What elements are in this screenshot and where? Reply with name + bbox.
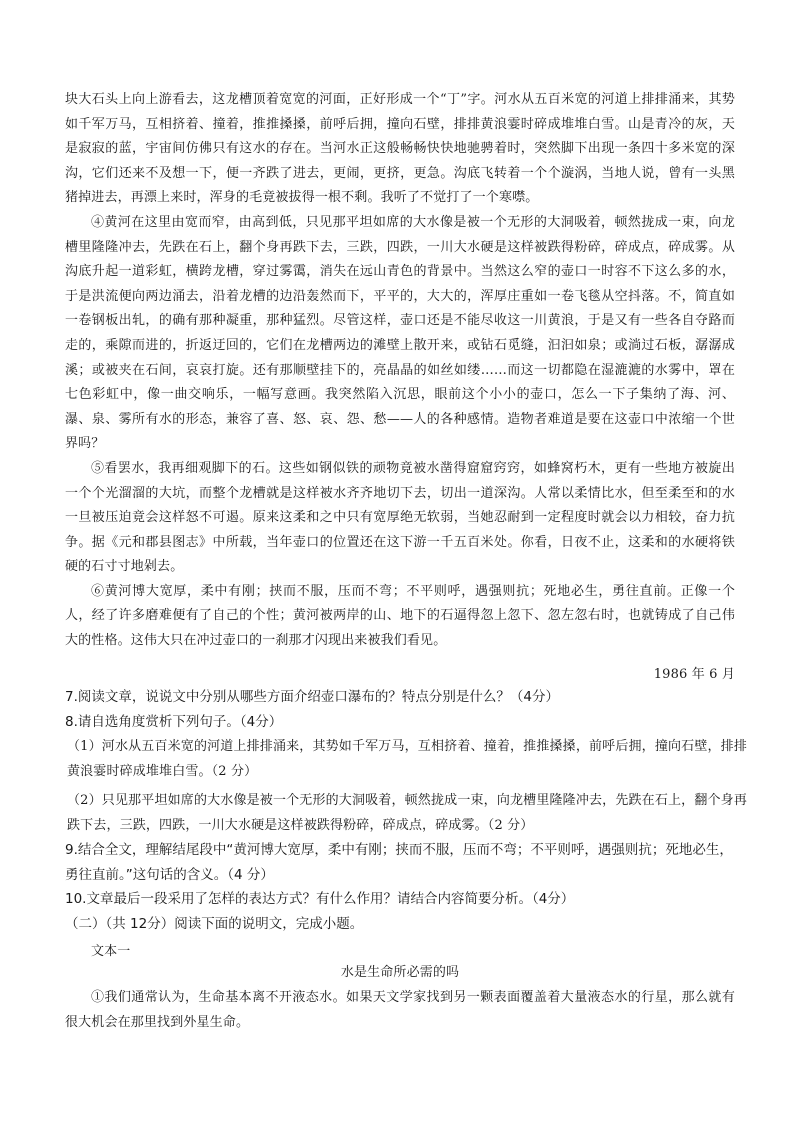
passage-date: 1986 年 6 月 [653, 667, 735, 682]
passage-paragraph-4: ④黄河在这里由宽而窄，由高到低，只见那平坦如席的大水像是被一个无形的大洞吸着，顿然拢成一束，向龙槽里隆隆冲去，先跌在石上，翻个身再跌下去，三跌，四跌，一川大水硬是这样被跌得粉碎，碎成点，碎成雾。从沟底升起一道彩虹，横跨龙槽，穿过雾霭，消失在远山青色的背景中。当然这么窄的壶口一时容不下这么多的水，于是洪流便向两边涌去，沿着龙槽的边沿轰然而下，平平的，大大的，浑厚庄重如一卷飞毯从空抖落。不，简直如一卷钢板出轧，的确有那种凝重，那种猛烈。尽管这样，壶口还是不能尽收这一川黄浪，于是又有一些各自夺路而走的，乘隙而进的，折返迂回的，它们在龙槽两边的滩壁上散开来，或钻石觅缝，汩汩如泉；或淌过石板，潺潺成溪；或被夹在石间，哀哀打旋。还有那顺壁挂下的，亮晶晶的如丝如缕……而这一切都隐在湿漉漉的水雾中，罩在七色彩虹中，像一曲交响乐，一幅写意画。我突然陷入沉思，眼前这个小小的壶口，怎么一下子集纳了海、河、瀑、泉、雾所有水的形态，兼容了喜、怒、哀、怨、愁——人的各种感情。造物者难道是要在这壶口中浓缩一个世界吗？ [65, 214, 735, 452]
question-8-1: （1）河水从五百米宽的河道上排排涌来，其势如千军万马，互相挤着、撞着，推推搡搡，前呼后拥，撞向石壁，排排黄浪霎时碎成堆堆白雪。（2 分） [67, 739, 747, 779]
text-1-label: 文本一 [91, 944, 131, 959]
passage-paragraph-3: 块大石头上向上游看去，这龙槽顶着宽宽的河面，正好形成一个“丁”字。河水从五百米宽的河道上排排涌来，其势如千军万马，互相挤着、撞着，推推搡搡，前呼后拥，撞向石壁，排排黄浪霎时碎成堆堆白雪。山是青冷的灰，天是寂寂的蓝，宇宙间仿佛只有这水的存在。当河水正这般畅畅快快地驰骋着时，突然脚下出现一条四十多米宽的深沟，它们还来不及想一下，便一齐跌了进去，更闹，更挤，更急。沟底飞转着一个个漩涡，当地人说，曾有一头黑猪掉进去，再漂上来时，浑身的毛竟被拔得一根不剩。我听了不觉打了一个寒噤。 [65, 92, 735, 206]
question-7: 7.阅读文章，说说文中分别从哪些方面介绍壶口瀑布的？特点分别是什么？（4分） [65, 689, 559, 705]
text-1-title: 水是生命所必需的吗 [340, 965, 460, 980]
text-1-paragraph-1: ①我们通常认为，生命基本离不开液态水。如果天文学家找到另一颗表面覆盖着大量液态水的行星，那么就有很大机会在那里找到外星生命。 [65, 990, 735, 1030]
question-8: 8.请自选角度赏析下列句子。（4分） [65, 714, 283, 730]
question-9: 9.结合全文，理解结尾段中“黄河博大宽厚，柔中有刚；挟而不服，压而不弯；不平则呼，遇强则抗；死地必生，勇往直前。”这句话的含义。（4 分） [65, 842, 733, 883]
passage-paragraph-5: ⑤看罢水，我再细观脚下的石。这些如钢似铁的顽物竟被水凿得窟窟窍窍，如蜂窝朽木，更有一些地方被旋出一个个光溜溜的大坑，而整个龙槽就是这样被水齐齐地切下去，切出一道深沟。人常以柔情比水，但至柔至和的水一旦被压迫竟会这样怒不可遏。原来这柔和之中只有宽厚绝无软弱，当她忍耐到一定程度时就会以力相较，奋力抗争。据《元和郡县图志》中所载，当年壶口的位置还在这下游一千五百米处。你看，日夜不止，这柔和的水硬将铁硬的石寸寸地剁去。 [65, 460, 735, 575]
question-10: 10.文章最后一段采用了怎样的表达方式？有什么作用？请结合内容简要分析。（4分） [65, 891, 575, 907]
passage-paragraph-6: ⑥黄河博大宽厚，柔中有刚；挟而不服，压而不弯；不平则呼，遇强则抗；死地必生，勇往直前。正像一个人，经了许多磨难便有了自己的个性；黄河被两岸的山、地下的石逼得忽上忽下、忽左忽右时，也就铸成了自己伟大的性格。这伟大只在冲过壶口的一刹那才闪现出来被我们看见。 [65, 583, 735, 649]
reading-passage [65, 88, 735, 654]
section-2-heading: （二）（共 12分）阅读下面的说明文，完成小题。 [65, 916, 364, 932]
question-8-2: （2）只见那平坦如席的大水像是被一个无形的大洞吸着，顿然拢成一束，向龙槽里隆隆冲去，先跌在石上，翻个身再跌下去，三跌，四跌，一川大水硬是这样被跌得粉碎，碎成点，碎成雾。（2 分） [67, 793, 747, 833]
